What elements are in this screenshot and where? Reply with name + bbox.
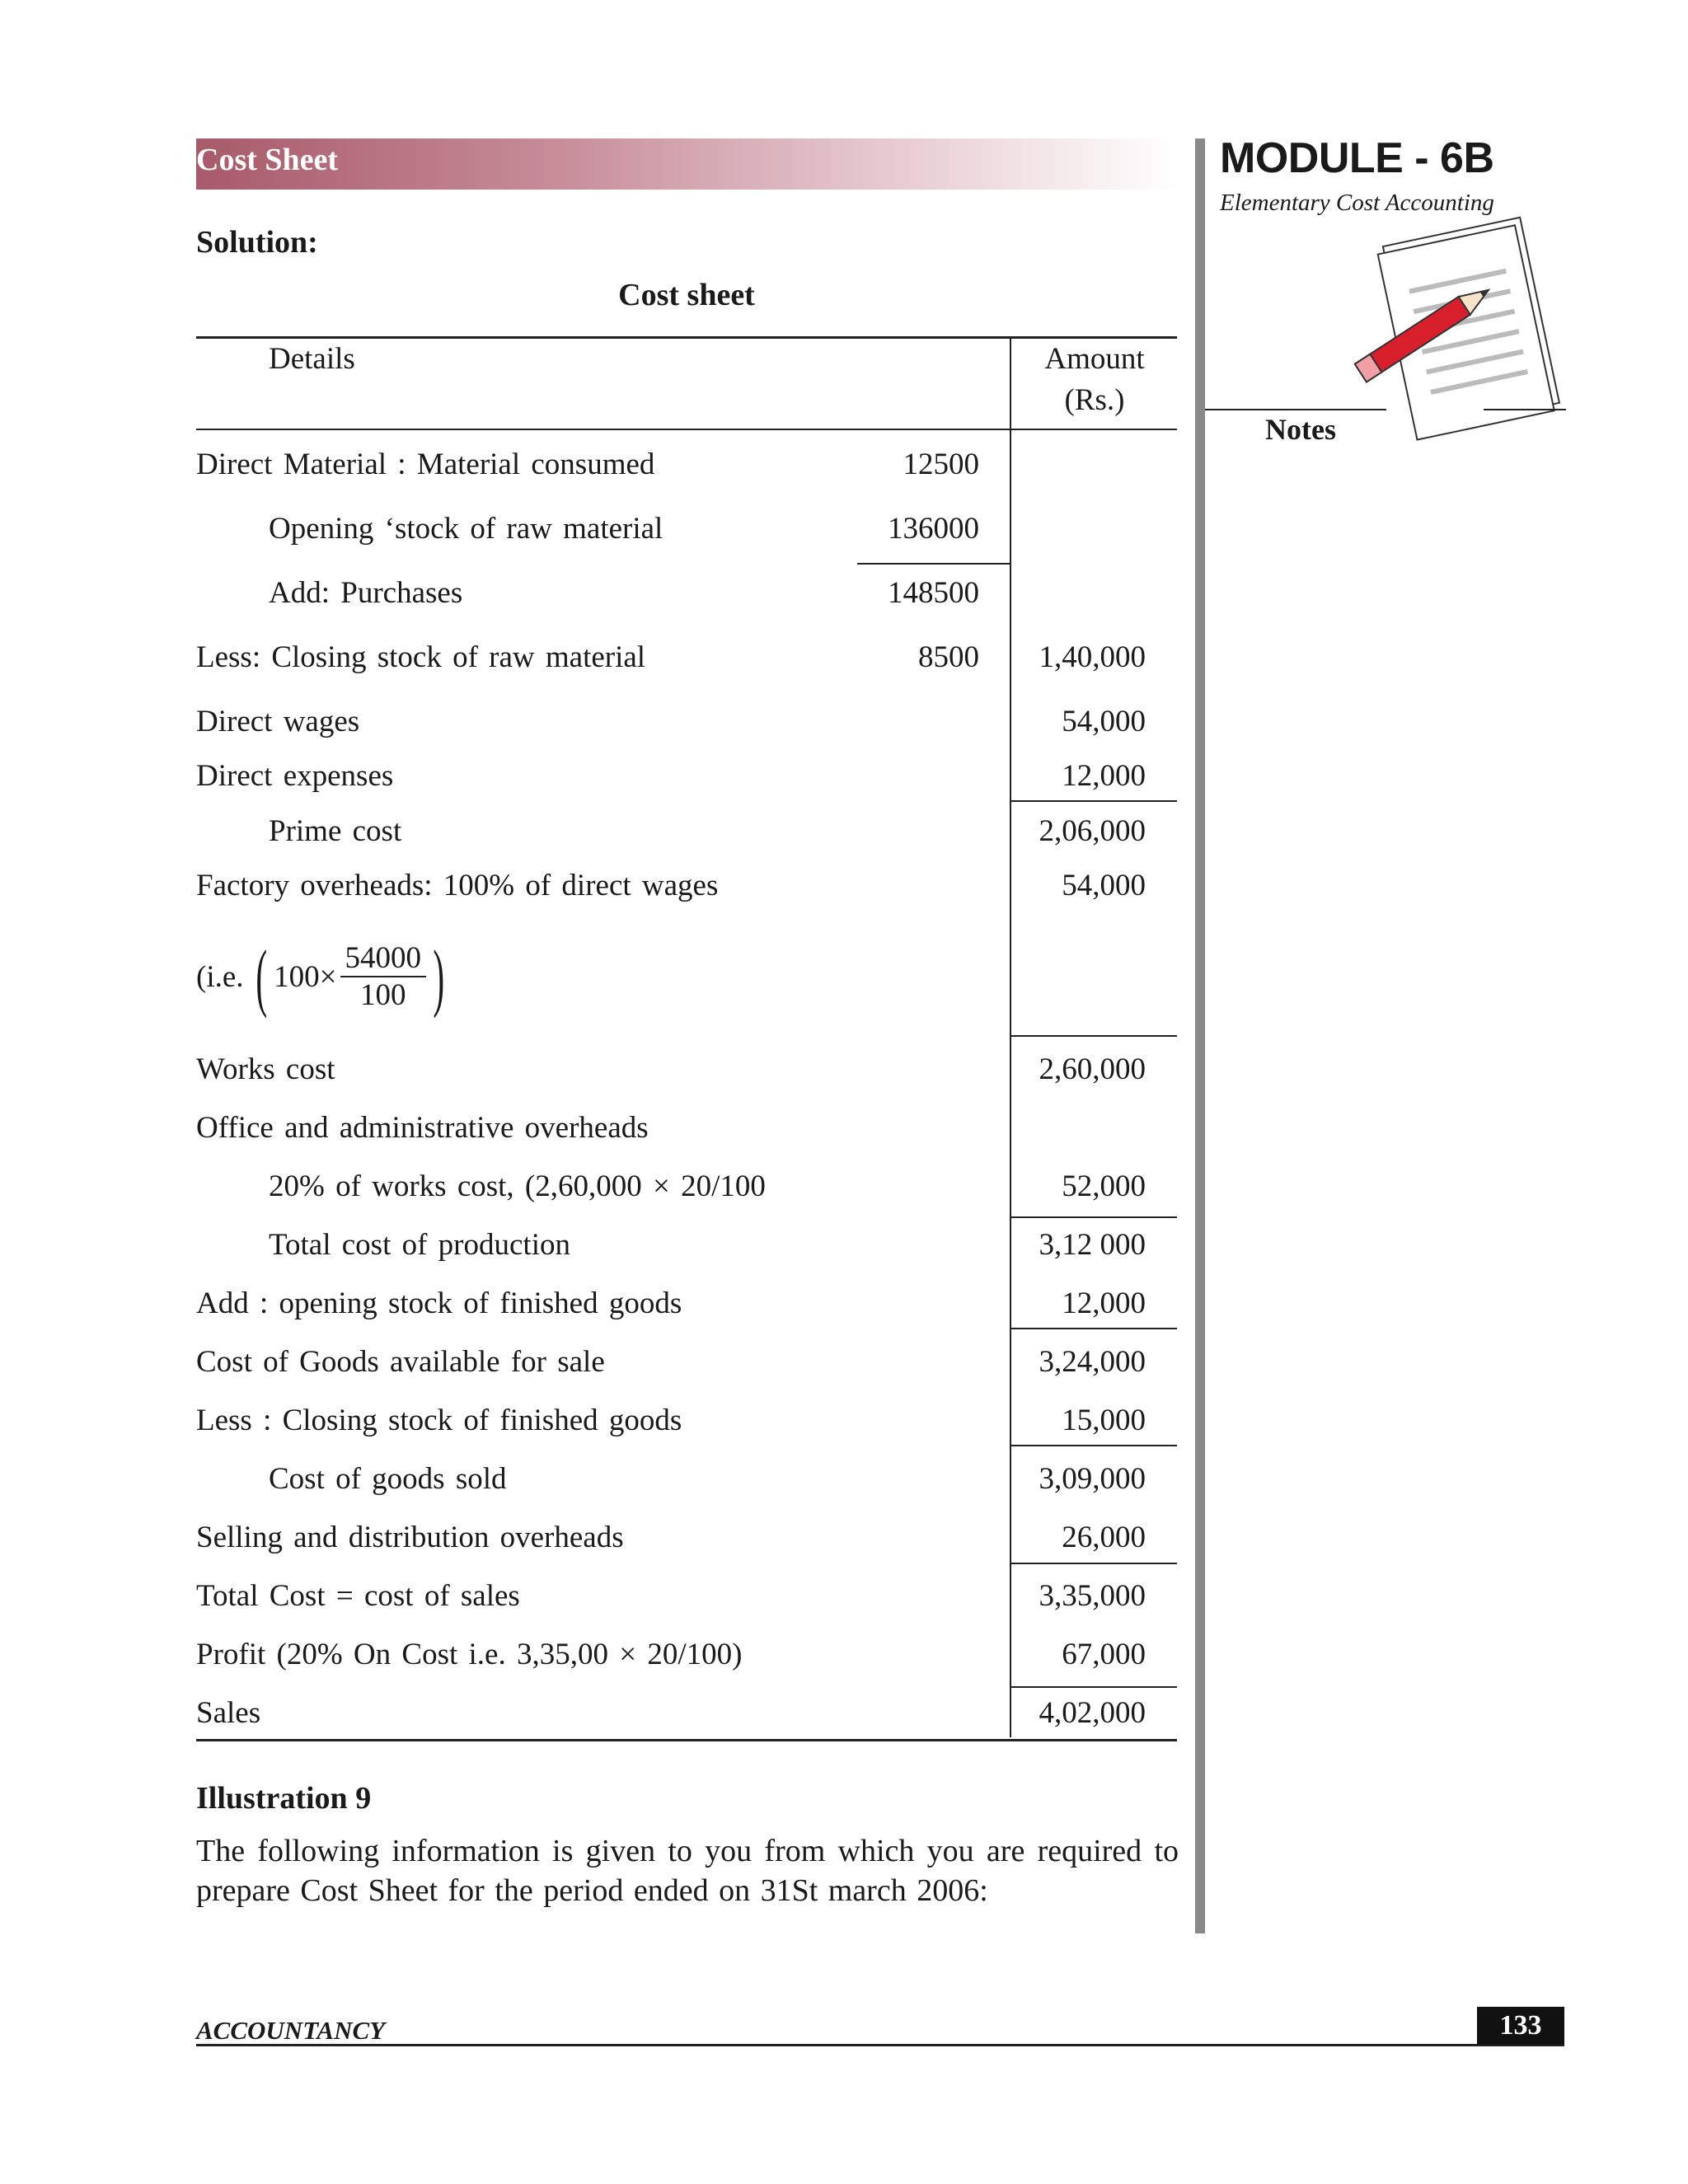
footer-subject: ACCOUNTANCY (196, 2016, 386, 2045)
table-row-amount: 4,02,000 (1039, 1696, 1146, 1730)
table-row-label: Cost of goods sold (269, 1462, 507, 1496)
formula-lead: 100× (274, 959, 337, 994)
notes-rule-right (1484, 409, 1566, 410)
table-row-amount: 67,000 (1062, 1638, 1146, 1671)
table-row-amount: 54,000 (1062, 705, 1146, 738)
table-row-amount: 26,000 (1062, 1521, 1146, 1554)
formula-prefix: (i.e. (196, 959, 244, 994)
table-row-amount: 15,000 (1062, 1404, 1146, 1437)
table-row-label: Prime cost (269, 814, 402, 848)
table-row-amount: 1,40,000 (1039, 640, 1146, 674)
table-row-label: Total cost of production (269, 1228, 570, 1262)
formula-denominator: 100 (360, 978, 406, 1012)
table-row-value: 148500 (888, 576, 979, 610)
notes-rule-left (1205, 409, 1386, 410)
table-row-label: Less: Closing stock of raw material (196, 640, 646, 674)
table-caption: Cost sheet (618, 278, 755, 312)
formula-left-paren: ( (255, 935, 267, 1019)
table-row-label: Factory overheads: 100% of direct wages (196, 869, 719, 902)
table-row-label: Profit (20% On Cost i.e. 3,35,00 × 20/100) (196, 1638, 743, 1671)
table-row-label: Add : opening stock of finished goods (196, 1286, 682, 1320)
table-row-amount: 3,24,000 (1039, 1345, 1146, 1379)
sidebar-divider (1195, 138, 1205, 1933)
subtotal-rule (1010, 1563, 1177, 1564)
table-bottom-rule (196, 1739, 1177, 1741)
section-title: Cost Sheet (196, 143, 339, 177)
table-row-value: 8500 (918, 640, 979, 674)
subtotal-rule (1010, 1035, 1177, 1037)
formula-fraction (340, 940, 427, 1013)
subtotal-rule (1010, 1328, 1177, 1329)
table-row-amount: 3,35,000 (1039, 1579, 1146, 1613)
table-row-label: Opening ‘stock of raw material (269, 512, 663, 546)
formula-numerator: 54000 (340, 940, 427, 977)
illustration-text: The following information is given to you from which you are required to prepare Cost Sheet for the period ended on 31St march 2006: (196, 1834, 1179, 1908)
table-row-amount: 2,06,000 (1039, 814, 1146, 848)
formula-right-paren: ) (433, 935, 445, 1019)
illustration-title: Illustration 9 (196, 1781, 372, 1816)
module-title: MODULE - 6B (1220, 134, 1494, 182)
table-row-amount: 12,000 (1062, 759, 1146, 793)
subtotal-rule (1010, 1445, 1177, 1446)
subtotal-rule (1010, 1216, 1177, 1218)
table-row-label: Add: Purchases (269, 576, 463, 610)
table-row-amount: 54,000 (1062, 869, 1146, 902)
table-top-rule (196, 336, 1177, 339)
header-amount: Amount (1044, 342, 1145, 376)
formula-expression (196, 931, 452, 1022)
table-row-label: Direct wages (196, 705, 360, 738)
header-details: Details (269, 342, 355, 376)
module-subtitle: Elementary Cost Accounting (1220, 190, 1494, 216)
notes-label: Notes (1265, 413, 1336, 446)
table-row-label: 20% of works cost, (2,60,000 × 20/100 (269, 1169, 766, 1203)
subtotal-rule (857, 563, 1010, 565)
subtotal-rule (1010, 1686, 1177, 1688)
footer-rule (196, 2044, 1564, 2046)
table-row-label: Works cost (196, 1052, 335, 1086)
table-row-value: 12500 (903, 448, 979, 481)
table-row-label: Sales (196, 1696, 261, 1730)
solution-label: Solution: (196, 225, 318, 260)
notepad-pencil-icon (1352, 206, 1582, 449)
table-row-label: Cost of Goods available for sale (196, 1345, 605, 1379)
table-header-rule (196, 429, 1177, 430)
table-column-divider (1010, 336, 1011, 1737)
table-row-amount: 52,000 (1062, 1169, 1146, 1203)
table-row-label: Direct expenses (196, 759, 394, 793)
page-number: 133 (1477, 2007, 1564, 2045)
subtotal-rule (1010, 800, 1177, 802)
table-row-amount: 2,60,000 (1039, 1052, 1146, 1086)
table-row-label: Total Cost = cost of sales (196, 1579, 520, 1613)
table-row-amount: 3,09,000 (1039, 1462, 1146, 1496)
table-row-value: 136000 (888, 512, 979, 546)
table-row-label: Office and administrative overheads (196, 1111, 649, 1145)
header-amount-unit: (Rs.) (1064, 383, 1125, 417)
section-header-band (196, 138, 1177, 190)
table-row-label: Less : Closing stock of finished goods (196, 1404, 682, 1437)
table-row-amount: 3,12 000 (1039, 1228, 1146, 1262)
table-row-label: Selling and distribution overheads (196, 1521, 624, 1554)
table-row-amount: 12,000 (1062, 1286, 1146, 1320)
table-row-label: Direct Material : Material consumed (196, 448, 655, 481)
